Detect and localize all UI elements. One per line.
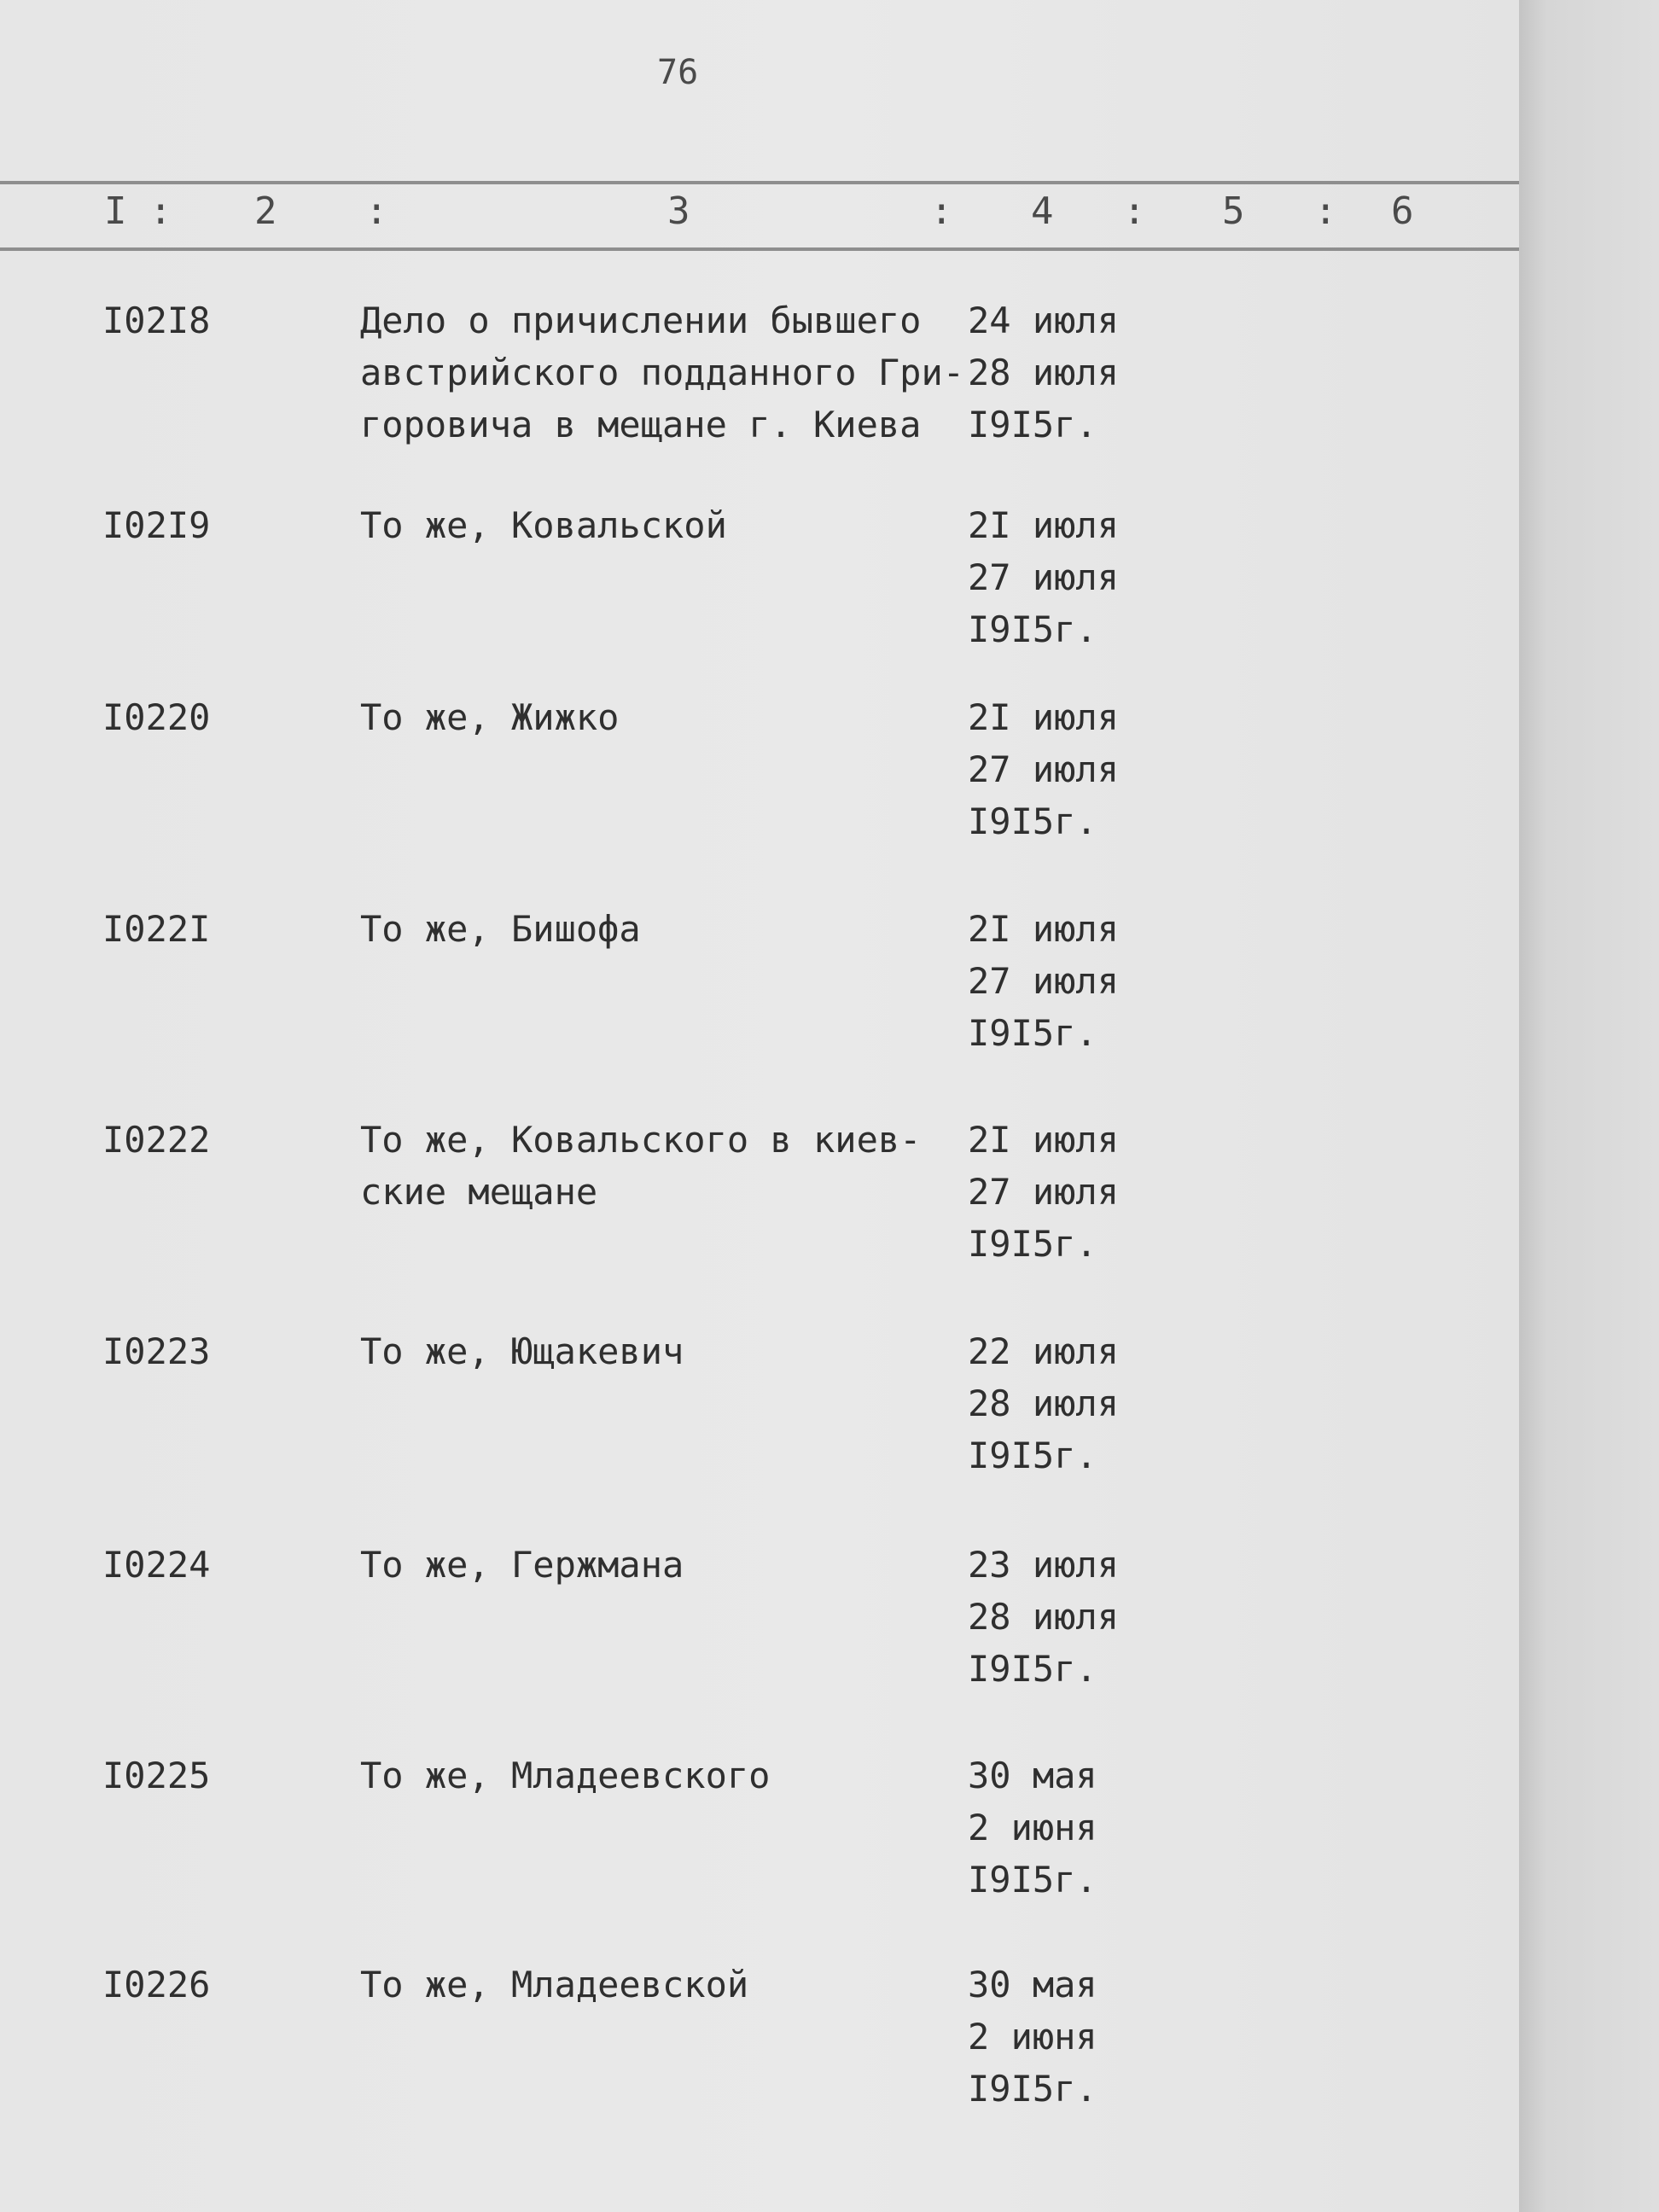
- row-dates: 2I июля 27 июля I9I5г.: [968, 504, 1120, 650]
- row-number: I0225: [102, 1755, 211, 1796]
- row-dates: 24 июля 28 июля I9I5г.: [968, 300, 1120, 445]
- column-header-3: 3: [667, 189, 690, 233]
- column-header-5: 5: [1222, 189, 1245, 233]
- column-separator: :: [1314, 189, 1337, 233]
- row-number: I0226: [102, 1964, 211, 2005]
- header-rule-bottom: [0, 247, 1519, 251]
- column-header-2: 2: [254, 189, 277, 233]
- row-number: I02I9: [102, 504, 211, 546]
- column-header-6: 6: [1391, 189, 1414, 233]
- row-description: То же, Бишофа: [360, 908, 641, 950]
- row-description: То же, Гержмана: [360, 1544, 684, 1586]
- row-description: То же, Младеевского: [360, 1755, 771, 1796]
- row-description: То же, Ковальского в киев- ские мещане: [360, 1119, 922, 1213]
- row-dates: 2I июля 27 июля I9I5г.: [968, 1119, 1120, 1265]
- row-dates: 2I июля 27 июля I9I5г.: [968, 696, 1120, 842]
- page-number: 76: [657, 53, 699, 92]
- row-description: То же, Ющакевич: [360, 1330, 684, 1372]
- row-description: То же, Жижко: [360, 696, 620, 738]
- row-dates: 30 мая 2 июня I9I5г.: [968, 1964, 1097, 2110]
- row-dates: 23 июля 28 июля I9I5г.: [968, 1544, 1120, 1690]
- row-dates: 2I июля 27 июля I9I5г.: [968, 908, 1120, 1054]
- column-header-1: I: [104, 189, 127, 233]
- row-description: Дело о причислении бывшего австрийского подданного Гри- горовича в мещане г. Киева: [360, 300, 965, 445]
- row-number: I0224: [102, 1544, 211, 1586]
- header-rule-top: [0, 181, 1519, 184]
- row-number: I022I: [102, 908, 211, 950]
- column-header-4: 4: [1031, 189, 1054, 233]
- column-separator: :: [930, 189, 953, 233]
- column-separator: :: [365, 189, 388, 233]
- column-separator: :: [1123, 189, 1146, 233]
- row-description: То же, Младеевской: [360, 1964, 749, 2005]
- row-number: I0222: [102, 1119, 211, 1161]
- row-number: I0220: [102, 696, 211, 738]
- row-number: I02I8: [102, 300, 211, 341]
- row-description: То же, Ковальской: [360, 504, 727, 546]
- row-dates: 30 мая 2 июня I9I5г.: [968, 1755, 1097, 1901]
- row-number: I0223: [102, 1330, 211, 1372]
- row-dates: 22 июля 28 июля I9I5г.: [968, 1330, 1120, 1476]
- column-separator: :: [149, 189, 172, 233]
- page-edge-shadow: [1519, 0, 1659, 2212]
